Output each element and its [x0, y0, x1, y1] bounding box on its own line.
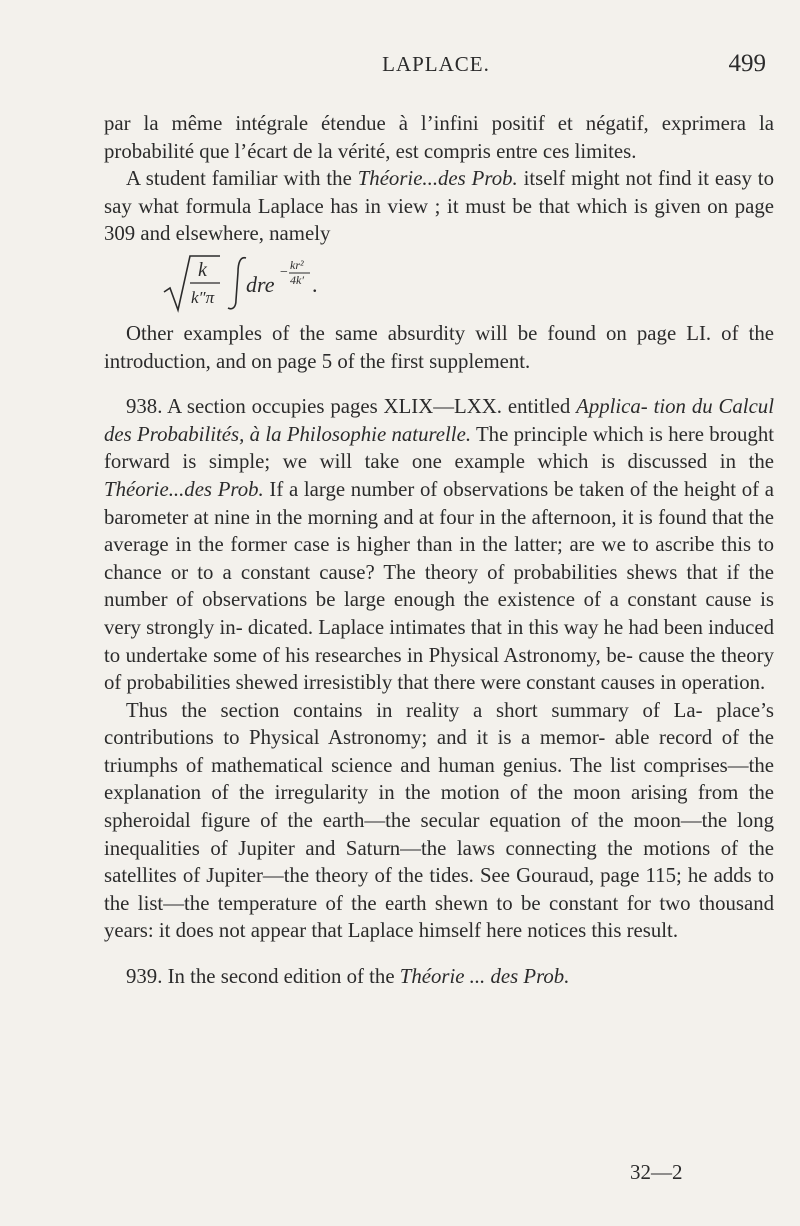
- paragraph-summary: Thus the section contains in reality a short summary of La- place’s contributions to Physical Astronomy; and it is a memor- able record of the triumphs of mathematical science and human genius. The list comprises—the explanation of the irregularity in the motion of the moon arising from the spheroidal figure of the earth—the secular equation of the moon—the long inequalities of Jupiter and Saturn—the laws connecting the motions of the satellites of Jupiter—the theory of the tides. See Gouraud, page 115; he adds to the list—the temperature of the earth shewn to be constant for two thousand years: it does not appear that Laplace himself here notices this result.: [104, 698, 774, 943]
- paragraph-student: [104, 165, 774, 248]
- text-run: The principle which is here brought forward is simple; we will take one example which is discussed in the: [104, 422, 775, 474]
- text-run: itself might not find it easy to say what formula Laplace has in view ; it must be that which is given on page 309 and elsewhere, namely: [104, 167, 774, 246]
- formula-period: .: [312, 271, 318, 297]
- body-text: [104, 110, 774, 991]
- text-run: If a large number of observations be taken of the height of a barometer at nine in the morning and at four in the afternoon, it is found that the average in the former case is higher than in the latter; are we to ascribe this to chance or to a constant cause? The theory of probabilities shews that if the number of observations be large enough the existence of a constant cause is very strongly in- dicated. Laplace intimates that in this way he had been induced to undertake some of his researches in Physical Astronomy, be- cause the theory of probabilities shewed irresistibly that there were constant causes in operation.: [104, 477, 774, 695]
- formula: [104, 252, 774, 314]
- exponent-numerator: kr²: [290, 257, 304, 272]
- page-header: [106, 50, 766, 84]
- paragraph-other-examples: Other examples of the same absurdity will be found on page LI. of the introduction, and on page 5 of the first supplement.: [104, 321, 774, 373]
- signature-mark: 32—2: [630, 1160, 683, 1184]
- text-run: 939. In the second edition of the: [126, 965, 400, 989]
- integrand: dre: [246, 271, 275, 297]
- book-title: Théorie...des Prob.: [104, 477, 264, 501]
- paragraph-939: [104, 963, 774, 991]
- paragraph-continuation: par la même intégrale étendue à l’infini positif et négatif, exprimera la probabilité que l’écart de la vérité, est compris entre ces limites.: [104, 112, 774, 163]
- section-gap: [104, 945, 774, 963]
- text-run: A student familiar with the: [126, 167, 358, 191]
- formula-svg: [162, 252, 402, 314]
- exponent-minus: −: [280, 264, 288, 280]
- sqrt-numerator: k: [198, 258, 207, 281]
- text-run: 938. A section occupies pages XLIX—LXX. entitled: [126, 395, 577, 419]
- page-number: 499: [728, 50, 766, 77]
- book-title: Théorie ... des Prob.: [399, 965, 570, 989]
- book-title: Théorie...des Prob.: [357, 167, 518, 191]
- section-title: Applica- tion du Calcul des Probabilités, à la Philosophie naturelle.: [104, 395, 774, 446]
- running-head: LAPLACE.: [382, 52, 490, 76]
- exponent-denominator: 4k′: [290, 272, 304, 287]
- sqrt-denominator: k″π: [191, 287, 215, 307]
- paragraph-938: [104, 393, 774, 697]
- integral-sign: [228, 258, 246, 309]
- section-gap: [104, 375, 774, 393]
